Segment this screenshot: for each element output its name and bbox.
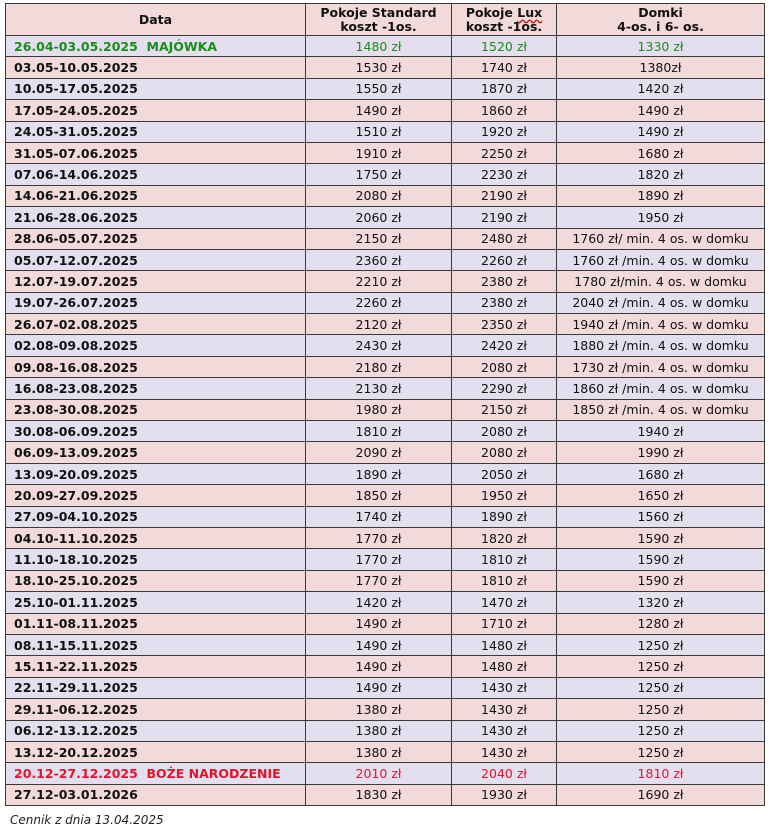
cell-lux-price: 1430 zł	[452, 677, 557, 698]
cell-domki-price: 1860 zł /min. 4 os. w domku	[557, 378, 765, 399]
table-row	[6, 506, 765, 527]
cell-domki-price: 1250 zł	[557, 699, 765, 720]
cell-domki-price: 1690 zł	[557, 784, 765, 805]
header-standard-line2: koszt -1os.	[340, 18, 417, 34]
cell-domki-price: 1250 zł	[557, 741, 765, 762]
cell-standard-price: 2120 zł	[306, 314, 452, 335]
cell-domki-price: 1850 zł /min. 4 os. w domku	[557, 399, 765, 420]
cell-standard-price: 1490 zł	[306, 656, 452, 677]
cell-lux-price: 2290 zł	[452, 378, 557, 399]
cell-domki-price: 1490 zł	[557, 121, 765, 142]
cell-domki-price: 1990 zł	[557, 442, 765, 463]
cell-domki-price: 1890 zł	[557, 185, 765, 206]
table-row	[6, 442, 765, 463]
cell-lux-price: 2080 zł	[452, 356, 557, 377]
cell-date: 15.11-22.11.2025	[6, 656, 306, 677]
cell-lux-price: 2040 zł	[452, 763, 557, 784]
cell-domki-price: 2040 zł /min. 4 os. w domku	[557, 292, 765, 313]
cell-standard-price: 1420 zł	[306, 592, 452, 613]
cell-domki-price: 1760 zł/ min. 4 os. w domku	[557, 228, 765, 249]
table-row	[6, 399, 765, 420]
cell-standard-price: 1740 zł	[306, 506, 452, 527]
table-row	[6, 570, 765, 591]
cell-date: 26.07-02.08.2025	[6, 314, 306, 335]
cell-standard-price: 2180 zł	[306, 356, 452, 377]
cell-date: 27.09-04.10.2025	[6, 506, 306, 527]
header-date	[6, 4, 306, 36]
cell-date: 26.04-03.05.2025 MAJÓWKA	[6, 36, 306, 57]
cell-lux-price: 1520 zł	[452, 36, 557, 57]
cell-domki-price: 1650 zł	[557, 485, 765, 506]
cell-domki-price: 1680 zł	[557, 142, 765, 163]
cell-standard-price: 1530 zł	[306, 57, 452, 78]
cell-lux-price: 1870 zł	[452, 78, 557, 99]
header-lux-word2: Lux	[517, 4, 543, 20]
table-row	[6, 421, 765, 442]
cell-lux-price: 2480 zł	[452, 228, 557, 249]
cell-domki-price: 1950 zł	[557, 207, 765, 228]
cell-lux-price: 2250 zł	[452, 142, 557, 163]
table-row	[6, 549, 765, 570]
table-row	[6, 185, 765, 206]
table-row	[6, 36, 765, 57]
header-domki-line2: 4-os. i 6- os.	[617, 18, 704, 34]
cell-lux-price: 1710 zł	[452, 613, 557, 634]
cell-standard-price: 2260 zł	[306, 292, 452, 313]
cell-domki-price: 1420 zł	[557, 78, 765, 99]
table-row	[6, 784, 765, 805]
table-row	[6, 335, 765, 356]
cell-date: 13.09-20.09.2025	[6, 463, 306, 484]
cell-standard-price: 1830 zł	[306, 784, 452, 805]
cell-date: 06.12-13.12.2025	[6, 720, 306, 741]
cell-date: 31.05-07.06.2025	[6, 142, 306, 163]
cell-lux-price: 2380 zł	[452, 292, 557, 313]
table-header-row	[6, 4, 765, 36]
table-row	[6, 634, 765, 655]
cell-date: 01.11-08.11.2025	[6, 613, 306, 634]
cell-domki-price: 1250 zł	[557, 677, 765, 698]
table-row	[6, 378, 765, 399]
cell-lux-price: 2150 zł	[452, 399, 557, 420]
cell-lux-price: 1930 zł	[452, 784, 557, 805]
cell-domki-price: 1590 zł	[557, 570, 765, 591]
cell-standard-price: 1810 zł	[306, 421, 452, 442]
cell-lux-price: 1480 zł	[452, 656, 557, 677]
header-domki	[557, 4, 765, 36]
cell-lux-price: 1860 zł	[452, 100, 557, 121]
cell-domki-price: 1760 zł /min. 4 os. w domku	[557, 249, 765, 270]
cell-date: 13.12-20.12.2025	[6, 741, 306, 762]
cell-lux-price: 2080 zł	[452, 442, 557, 463]
cell-standard-price: 1550 zł	[306, 78, 452, 99]
cell-domki-price: 1560 zł	[557, 506, 765, 527]
cell-domki-price: 1820 zł	[557, 164, 765, 185]
cell-lux-price: 1430 zł	[452, 741, 557, 762]
cell-date: 14.06-21.06.2025	[6, 185, 306, 206]
cell-lux-price: 2190 zł	[452, 207, 557, 228]
cell-standard-price: 1380 zł	[306, 699, 452, 720]
cell-date: 19.07-26.07.2025	[6, 292, 306, 313]
table-row	[6, 121, 765, 142]
header-lux-word1: Pokoje	[465, 4, 518, 20]
header-lux-line2: koszt -1os.	[465, 18, 543, 34]
table-row	[6, 207, 765, 228]
cell-date: 25.10-01.11.2025	[6, 592, 306, 613]
table-row	[6, 100, 765, 121]
cell-standard-price: 2360 zł	[306, 249, 452, 270]
table-row	[6, 592, 765, 613]
table-row	[6, 720, 765, 741]
cell-standard-price: 1380 zł	[306, 741, 452, 762]
cell-standard-price: 2430 zł	[306, 335, 452, 356]
cell-standard-price: 1490 zł	[306, 613, 452, 634]
table-row	[6, 741, 765, 762]
header-date-label: Data	[138, 11, 173, 27]
cell-lux-price: 1890 zł	[452, 506, 557, 527]
cell-lux-price: 1810 zł	[452, 549, 557, 570]
cell-lux-price: 2420 zł	[452, 335, 557, 356]
cell-standard-price: 2060 zł	[306, 207, 452, 228]
table-row	[6, 677, 765, 698]
table-row	[6, 485, 765, 506]
cell-lux-price: 2350 zł	[452, 314, 557, 335]
cell-standard-price: 2080 zł	[306, 185, 452, 206]
table-row	[6, 271, 765, 292]
table-row	[6, 228, 765, 249]
cell-date: 24.05-31.05.2025	[6, 121, 306, 142]
table-row	[6, 314, 765, 335]
cell-date: 10.05-17.05.2025	[6, 78, 306, 99]
cell-date: 07.06-14.06.2025	[6, 164, 306, 185]
cell-standard-price: 1770 zł	[306, 570, 452, 591]
cell-date: 05.07-12.07.2025	[6, 249, 306, 270]
cell-domki-price: 1940 zł /min. 4 os. w domku	[557, 314, 765, 335]
table-row	[6, 656, 765, 677]
cell-standard-price: 1980 zł	[306, 399, 452, 420]
cell-lux-price: 1950 zł	[452, 485, 557, 506]
cell-standard-price: 1910 zł	[306, 142, 452, 163]
cell-standard-price: 2210 zł	[306, 271, 452, 292]
cell-date: 02.08-09.08.2025	[6, 335, 306, 356]
table-row	[6, 292, 765, 313]
cell-domki-price: 1490 zł	[557, 100, 765, 121]
cell-lux-price: 1480 zł	[452, 634, 557, 655]
header-standard	[306, 4, 452, 36]
cell-date: 17.05-24.05.2025	[6, 100, 306, 121]
cell-domki-price: 1250 zł	[557, 720, 765, 741]
cell-standard-price: 1490 zł	[306, 634, 452, 655]
cell-standard-price: 2130 zł	[306, 378, 452, 399]
table-row	[6, 164, 765, 185]
cell-date: 20.12-27.12.2025 BOŻE NARODZENIE	[6, 763, 306, 784]
cell-domki-price: 1330 zł	[557, 36, 765, 57]
cell-domki-price: 1780 zł/min. 4 os. w domku	[557, 271, 765, 292]
table-row	[6, 356, 765, 377]
cell-standard-price: 1770 zł	[306, 527, 452, 548]
cell-lux-price: 1920 zł	[452, 121, 557, 142]
cell-standard-price: 1890 zł	[306, 463, 452, 484]
cell-standard-price: 1850 zł	[306, 485, 452, 506]
cell-date: 27.12-03.01.2026	[6, 784, 306, 805]
cell-domki-price: 1590 zł	[557, 549, 765, 570]
cell-date: 22.11-29.11.2025	[6, 677, 306, 698]
cell-domki-price: 1730 zł /min. 4 os. w domku	[557, 356, 765, 377]
cell-standard-price: 1490 zł	[306, 100, 452, 121]
price-list-date-note: Cennik z dnia 13.04.2025	[10, 813, 164, 827]
cell-standard-price: 1490 zł	[306, 677, 452, 698]
table-row	[6, 142, 765, 163]
cell-standard-price: 1750 zł	[306, 164, 452, 185]
cell-date: 23.08-30.08.2025	[6, 399, 306, 420]
cell-standard-price: 1510 zł	[306, 121, 452, 142]
cell-domki-price: 1810 zł	[557, 763, 765, 784]
table-row	[6, 463, 765, 484]
cell-domki-price: 1590 zł	[557, 527, 765, 548]
cell-date: 08.11-15.11.2025	[6, 634, 306, 655]
cell-date: 06.09-13.09.2025	[6, 442, 306, 463]
cell-standard-price: 2150 zł	[306, 228, 452, 249]
table-row	[6, 249, 765, 270]
cell-date: 30.08-06.09.2025	[6, 421, 306, 442]
cell-domki-price: 1880 zł /min. 4 os. w domku	[557, 335, 765, 356]
table-row	[6, 78, 765, 99]
header-lux	[452, 4, 557, 36]
cell-lux-price: 1810 zł	[452, 570, 557, 591]
cell-lux-price: 1820 zł	[452, 527, 557, 548]
cell-domki-price: 1320 zł	[557, 592, 765, 613]
cell-standard-price: 2090 zł	[306, 442, 452, 463]
cell-standard-price: 1380 zł	[306, 720, 452, 741]
cell-lux-price: 1430 zł	[452, 720, 557, 741]
cell-domki-price: 1250 zł	[557, 634, 765, 655]
table-row	[6, 527, 765, 548]
cell-domki-price: 1280 zł	[557, 613, 765, 634]
cell-lux-price: 1470 zł	[452, 592, 557, 613]
cell-date: 18.10-25.10.2025	[6, 570, 306, 591]
cell-date: 04.10-11.10.2025	[6, 527, 306, 548]
cell-domki-price: 1380zł	[557, 57, 765, 78]
cell-lux-price: 2050 zł	[452, 463, 557, 484]
cell-lux-price: 1740 zł	[452, 57, 557, 78]
cell-domki-price: 1250 zł	[557, 656, 765, 677]
cell-lux-price: 2230 zł	[452, 164, 557, 185]
table-row	[6, 699, 765, 720]
cell-lux-price: 2380 zł	[452, 271, 557, 292]
cell-date: 20.09-27.09.2025	[6, 485, 306, 506]
cell-domki-price: 1680 zł	[557, 463, 765, 484]
cell-lux-price: 2260 zł	[452, 249, 557, 270]
cell-standard-price: 2010 zł	[306, 763, 452, 784]
cell-date: 16.08-23.08.2025	[6, 378, 306, 399]
cell-date: 29.11-06.12.2025	[6, 699, 306, 720]
cell-lux-price: 2080 zł	[452, 421, 557, 442]
cell-date: 21.06-28.06.2025	[6, 207, 306, 228]
cell-standard-price: 1480 zł	[306, 36, 452, 57]
header-standard-line1: Pokoje Standard	[320, 4, 437, 20]
cell-date: 28.06-05.07.2025	[6, 228, 306, 249]
table-row	[6, 57, 765, 78]
cell-lux-price: 2190 zł	[452, 185, 557, 206]
table-body	[6, 36, 765, 806]
cell-standard-price: 1770 zł	[306, 549, 452, 570]
cell-date: 03.05-10.05.2025	[6, 57, 306, 78]
cell-domki-price: 1940 zł	[557, 421, 765, 442]
cell-date: 12.07-19.07.2025	[6, 271, 306, 292]
cell-lux-price: 1430 zł	[452, 699, 557, 720]
cell-date: 09.08-16.08.2025	[6, 356, 306, 377]
cell-date: 11.10-18.10.2025	[6, 549, 306, 570]
price-list-container	[5, 3, 765, 806]
header-domki-line1: Domki	[638, 4, 683, 20]
price-table	[5, 3, 765, 806]
table-row	[6, 613, 765, 634]
table-row	[6, 763, 765, 784]
